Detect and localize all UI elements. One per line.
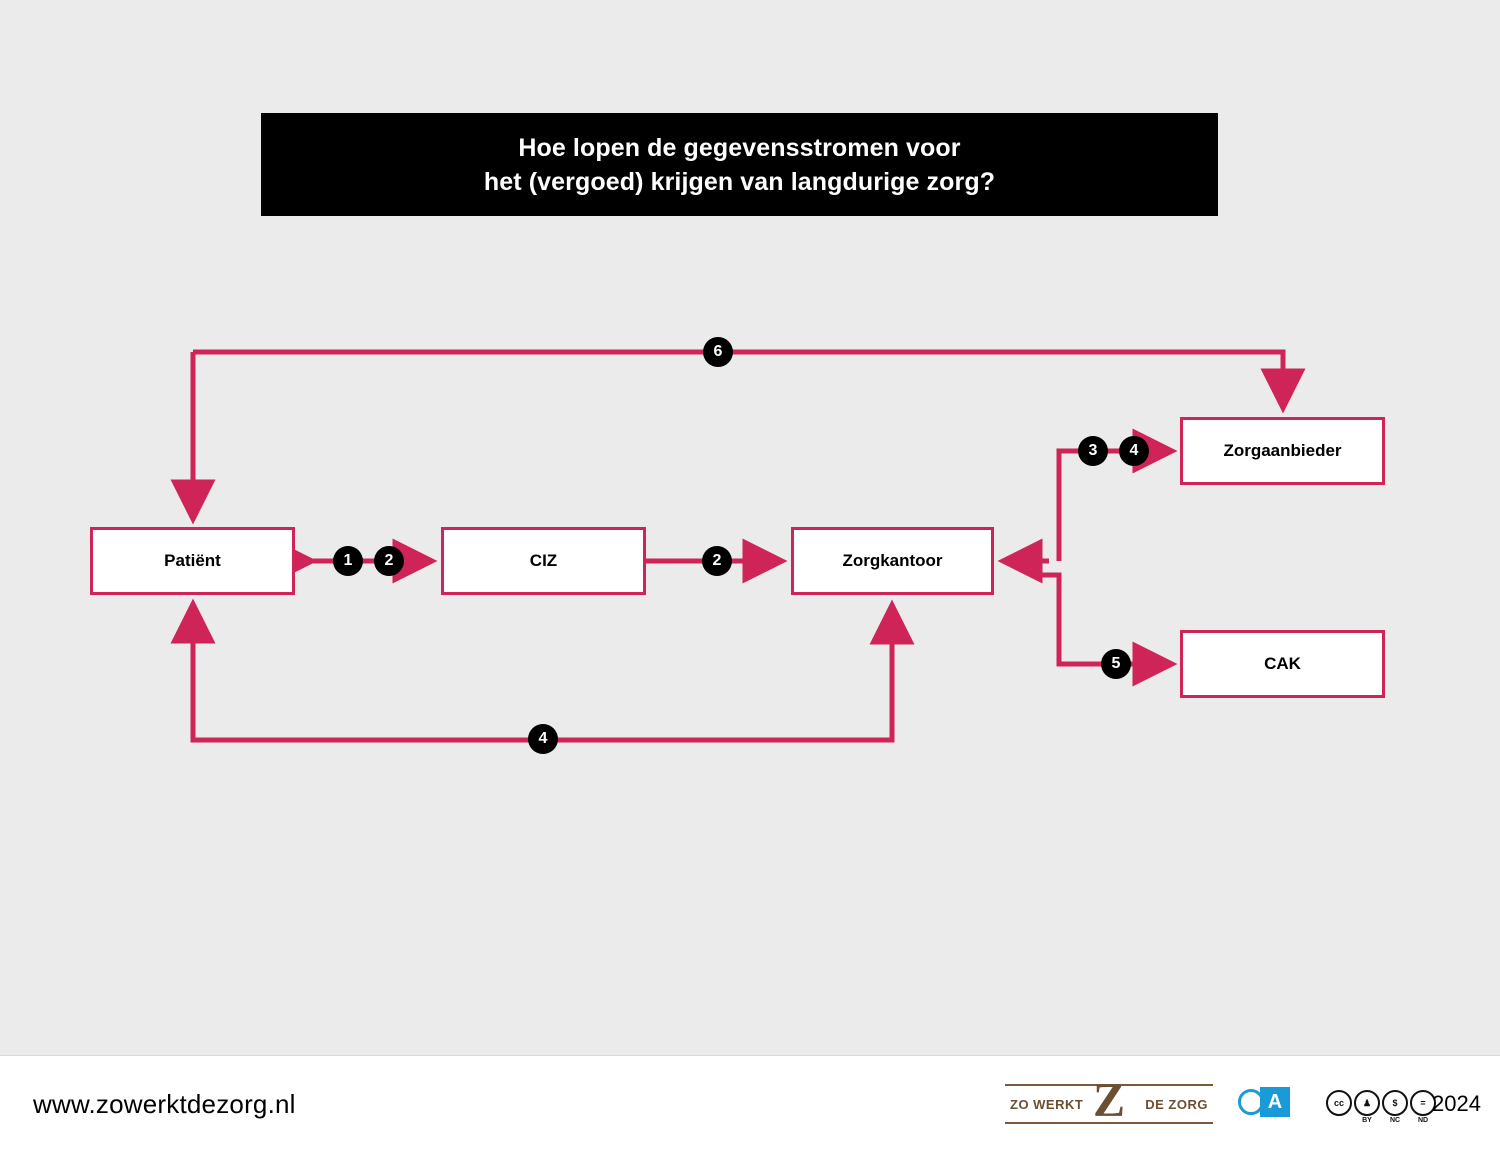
node-cak[interactable] — [1180, 630, 1385, 698]
step-badge-3: 3 — [1078, 436, 1108, 466]
cc-nc-wrap — [1382, 1090, 1408, 1124]
node-zorgkantoor-label: Zorgkantoor — [842, 551, 943, 570]
node-ciz[interactable] — [441, 527, 646, 595]
step-badge-5: 5 — [1101, 649, 1131, 679]
step-badge-4b: 4 — [528, 724, 558, 754]
title-line-2: het (vergoed) krijgen van langdurige zorg? — [483, 167, 996, 196]
cc-by-icon: ♟ — [1354, 1090, 1380, 1116]
step-badge-1: 1 — [333, 546, 363, 576]
footer-website-url[interactable]: www.zowerktdezorg.nl — [33, 1089, 296, 1119]
node-zorgaanbieder-label: Zorgaanbieder — [1223, 441, 1342, 460]
cc-icon: cc — [1326, 1090, 1352, 1116]
node-patient[interactable] — [90, 527, 295, 595]
open-access-logo — [1238, 1087, 1290, 1117]
cc-by-wrap — [1354, 1090, 1380, 1124]
node-ciz-label: CIZ — [529, 551, 558, 570]
footer-year: 2024 — [1432, 1091, 1481, 1116]
open-access-letter: A — [1260, 1087, 1290, 1117]
title-line-1: Hoe lopen de gegevensstromen voor — [518, 133, 961, 162]
node-zorgkantoor[interactable] — [791, 527, 994, 595]
logo-right-text: DE ZORG — [1145, 1097, 1208, 1112]
creative-commons-license — [1326, 1090, 1436, 1124]
cc-nc-label: NC — [1389, 1117, 1401, 1124]
cc-nc-icon: $ — [1382, 1090, 1408, 1116]
cc-by-label: BY — [1362, 1117, 1372, 1124]
step-badge-4a: 4 — [1119, 436, 1149, 466]
node-cak-label: CAK — [1264, 654, 1301, 673]
logo-z-mark: Z — [1092, 1074, 1126, 1127]
step-badge-6: 6 — [703, 337, 733, 367]
step-badge-2a: 2 — [374, 546, 404, 576]
node-zorgaanbieder[interactable] — [1180, 417, 1385, 485]
node-patient-label: Patiënt — [164, 551, 221, 570]
logo-left-text: ZO WERKT — [1010, 1097, 1084, 1112]
zowerktdezorg-logo — [1005, 1074, 1213, 1127]
cc-nd-label: ND — [1417, 1117, 1429, 1124]
step-badge-2b: 2 — [702, 546, 732, 576]
cc-nd-icon: = — [1410, 1090, 1436, 1116]
